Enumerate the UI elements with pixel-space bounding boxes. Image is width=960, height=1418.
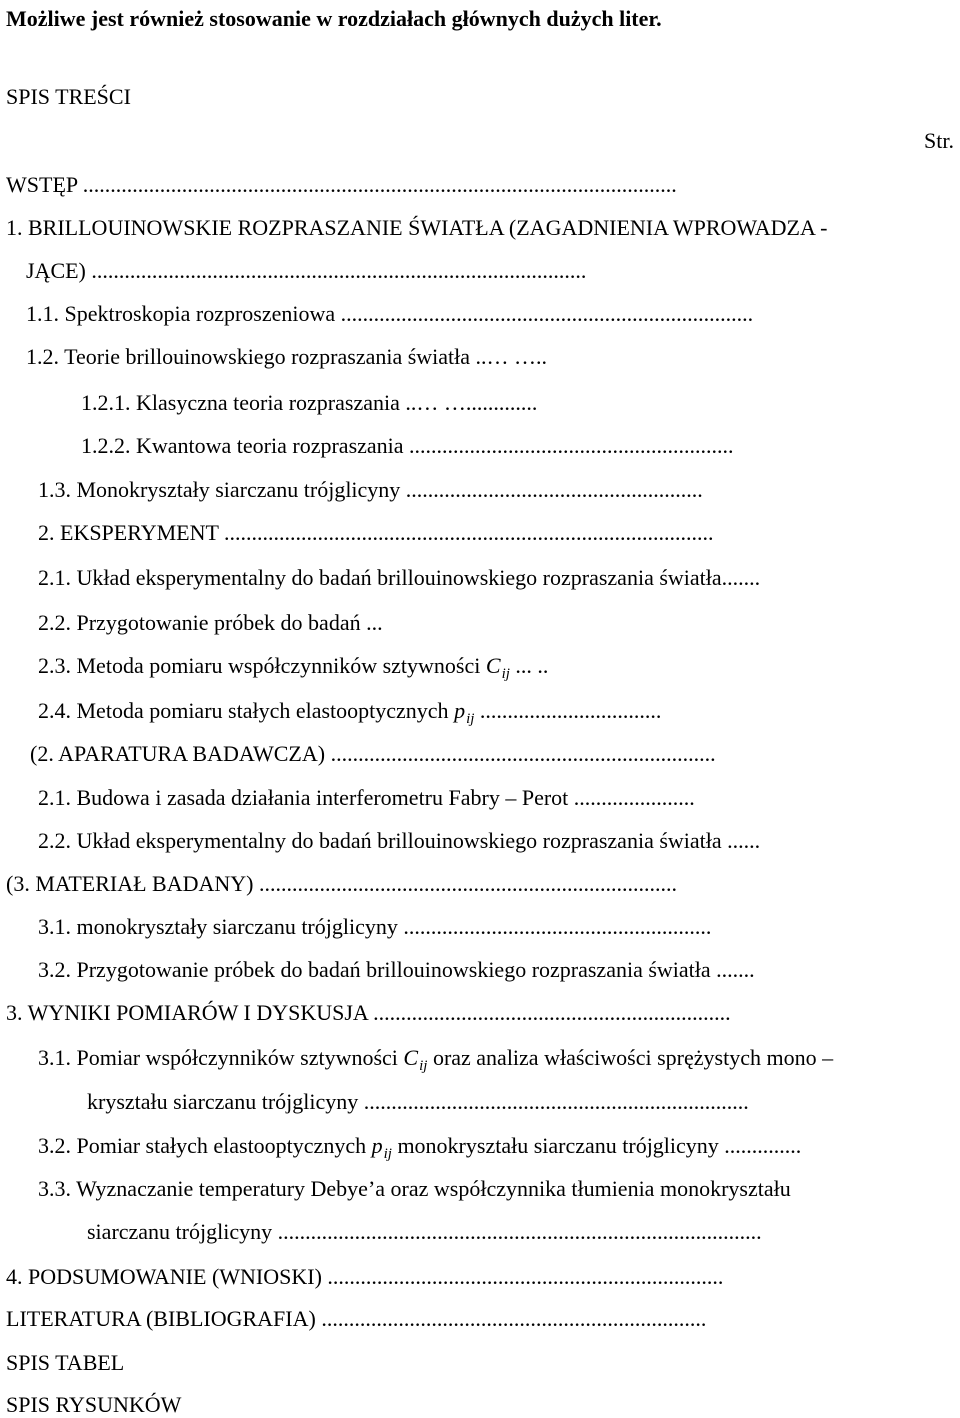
toc-entry: 1. BRILLOUINOWSKIE ROZPRASZANIE ŚWIATŁA (ZAGADNIENIA WPROWADZA - <box>6 215 828 240</box>
toc-entry: 2. EKSPERYMENT ......................................................................................... <box>38 520 714 545</box>
toc-entry: 3.1. Pomiar współczynników sztywności $C_{ij}$ oraz analiza właściwości sprężystych mono – <box>38 1045 834 1074</box>
toc-entry: 2.1. Układ eksperymentalny do badań brillouinowskiego rozpraszania światła....... <box>38 565 761 590</box>
toc-entry: 2.2. Układ eksperymentalny do badań brillouinowskiego rozpraszania światła ...... <box>38 828 761 853</box>
toc-entry: 1.2. Teorie brillouinowskiego rozpraszania światła ..… ….. <box>26 344 548 369</box>
toc-entry: 3. WYNIKI POMIARÓW I DYSKUSJA ................................................................. <box>6 1000 731 1025</box>
toc-entry: 1.1. Spektroskopia rozproszeniowa ........................................................................... <box>26 301 754 326</box>
toc-entry: 2.3. Metoda pomiaru współczynników sztywności $C_{ij}$ ... .. <box>38 653 549 682</box>
symbol-p: p <box>454 698 466 723</box>
toc-entry: WSTĘP ............................................................................................................ <box>6 172 677 197</box>
toc-entry: (2. APARATURA BADAWCZA) ...................................................................... <box>30 741 716 766</box>
toc-entry: JĄCE) .......................................................................................... <box>26 258 587 283</box>
toc-entry: 2.2. Przygotowanie próbek do badań ... <box>38 610 383 635</box>
toc-entry: 2.4. Metoda pomiaru stałych elastooptycznych $p_{ij}$ ................................. <box>38 698 662 727</box>
toc-entry: SPIS RYSUNKÓW <box>6 1392 182 1417</box>
symbol-p: p <box>371 1133 383 1158</box>
toc-entry: 1.3. Monokryształy siarczanu trójglicyny ...................................................... <box>38 477 703 502</box>
toc-entry: 3.1. monokryształy siarczanu trójglicyny ........................................................ <box>38 914 712 939</box>
toc-entry: 3.2. Pomiar stałych elastooptycznych $p_{ij}$ monokryształu siarczanu trójglicyny .............. <box>38 1133 802 1162</box>
toc-entry: 1.2.2. Kwantowa teoria rozpraszania ........................................................... <box>81 433 734 458</box>
toc-title: SPIS TREŚCI <box>6 84 131 109</box>
toc-entry: LITERATURA (BIBLIOGRAFIA) ...................................................................... <box>6 1306 707 1331</box>
symbol-C: C <box>403 1045 419 1070</box>
toc-entry: kryształu siarczanu trójglicyny ...................................................................... <box>87 1089 749 1114</box>
toc-entry: 4. PODSUMOWANIE (WNIOSKI) ........................................................................ <box>6 1264 724 1289</box>
toc-entry: SPIS TABEL <box>6 1350 125 1375</box>
toc-entry: 3.3. Wyznaczanie temperatury Debye’a oraz współczynnika tłumienia monokryształu <box>38 1176 791 1201</box>
toc-entry: 1.2.1. Klasyczna teoria rozpraszania ..… …............. <box>81 390 538 415</box>
page-column-label: Str. <box>924 128 954 153</box>
toc-entry: (3. MATERIAŁ BADANY) ............................................................................ <box>6 871 677 896</box>
toc-entry: 2.1. Budowa i zasada działania interferometru Fabry – Perot ...................... <box>38 785 695 810</box>
toc-entry: siarczanu trójglicyny ........................................................................................ <box>87 1219 762 1244</box>
symbol-C: C <box>485 653 501 678</box>
intro-note: Możliwe jest również stosowanie w rozdziałach głównych dużych liter. <box>6 6 662 31</box>
toc-entry: 3.2. Przygotowanie próbek do badań brillouinowskiego rozpraszania światła ....... <box>38 957 755 982</box>
